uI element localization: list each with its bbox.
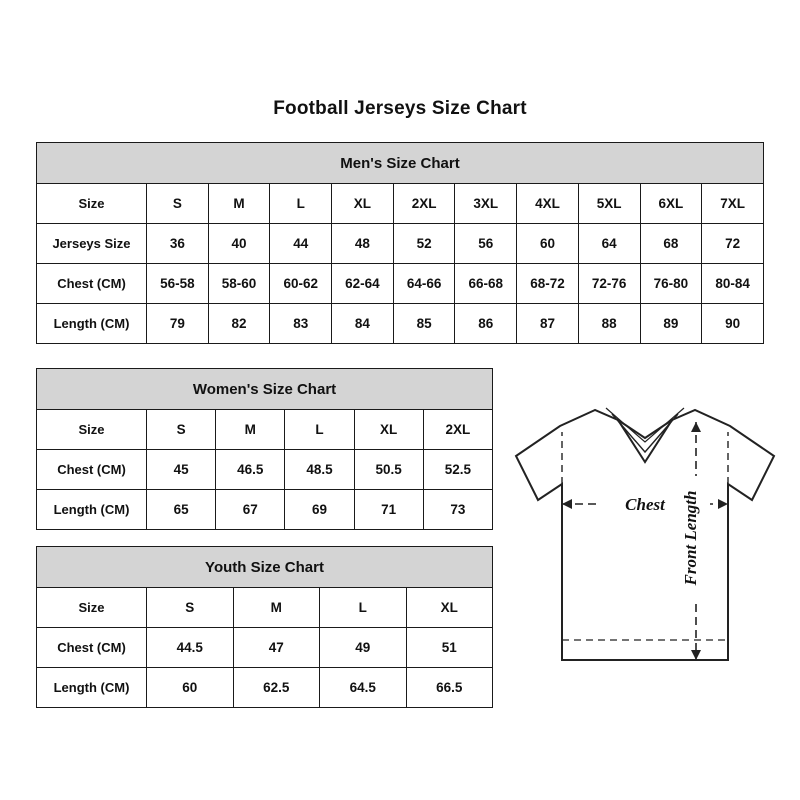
row-label: Chest (CM)	[37, 450, 147, 490]
table-cell: 86	[455, 304, 517, 344]
table-row	[37, 304, 764, 344]
chest-label: Chest	[625, 495, 665, 514]
table-cell: 44	[270, 224, 332, 264]
table-cell: 83	[270, 304, 332, 344]
table-row	[37, 224, 764, 264]
table-cell: 87	[517, 304, 579, 344]
table-row	[37, 264, 764, 304]
table-cell: 52.5	[423, 450, 492, 490]
table-cell: 51	[406, 628, 493, 668]
table-cell: 44.5	[147, 628, 234, 668]
youth-size-chart	[36, 546, 493, 708]
column-header: XL	[332, 184, 394, 224]
table-cell: 73	[423, 490, 492, 530]
column-header: M	[233, 588, 320, 628]
womens-size-chart	[36, 368, 493, 530]
table-row	[37, 450, 493, 490]
youth-table-caption: Youth Size Chart	[37, 547, 493, 588]
table-cell: 62.5	[233, 668, 320, 708]
table-cell: 48.5	[285, 450, 354, 490]
length-arrow-top	[691, 422, 701, 432]
chest-arrow-left	[562, 499, 572, 509]
table-caption-row	[37, 143, 764, 184]
table-cell: 56-58	[147, 264, 209, 304]
table-cell: 68	[640, 224, 702, 264]
column-header: 2XL	[423, 410, 492, 450]
column-header: S	[147, 184, 209, 224]
table-cell: 52	[393, 224, 455, 264]
table-cell: 84	[332, 304, 394, 344]
table-cell: 40	[208, 224, 270, 264]
table-cell: 66-68	[455, 264, 517, 304]
page-title: Football Jerseys Size Chart	[273, 98, 527, 119]
table-cell: 85	[393, 304, 455, 344]
table-row	[37, 668, 493, 708]
table-cell: 68-72	[517, 264, 579, 304]
column-header: Size	[37, 184, 147, 224]
table-cell: 80-84	[702, 264, 764, 304]
table-header-row	[37, 588, 493, 628]
column-header: S	[147, 588, 234, 628]
table-cell: 69	[285, 490, 354, 530]
table-cell: 76-80	[640, 264, 702, 304]
column-header: XL	[354, 410, 423, 450]
table-cell: 64.5	[320, 668, 407, 708]
table-cell: 58-60	[208, 264, 270, 304]
column-header: 6XL	[640, 184, 702, 224]
column-header: L	[270, 184, 332, 224]
jersey-measurement-diagram	[500, 392, 790, 682]
column-header: 3XL	[455, 184, 517, 224]
column-header: 4XL	[517, 184, 579, 224]
collar-inner-icon	[612, 414, 678, 452]
table-cell: 67	[216, 490, 285, 530]
table-row	[37, 490, 493, 530]
table-cell: 60-62	[270, 264, 332, 304]
mens-table-caption: Men's Size Chart	[37, 143, 764, 184]
table-cell: 88	[578, 304, 640, 344]
row-label: Chest (CM)	[37, 628, 147, 668]
table-cell: 66.5	[406, 668, 493, 708]
table-cell: 90	[702, 304, 764, 344]
column-header: 2XL	[393, 184, 455, 224]
table-cell: 47	[233, 628, 320, 668]
jersey-outline-icon	[516, 410, 774, 660]
row-label: Length (CM)	[37, 304, 147, 344]
table-cell: 50.5	[354, 450, 423, 490]
table-cell: 72-76	[578, 264, 640, 304]
table-caption-row	[37, 547, 493, 588]
table-cell: 49	[320, 628, 407, 668]
table-cell: 71	[354, 490, 423, 530]
table-cell: 79	[147, 304, 209, 344]
table-row	[37, 628, 493, 668]
youth-size-table	[36, 546, 493, 708]
length-arrow-bottom	[691, 650, 701, 660]
table-cell: 82	[208, 304, 270, 344]
table-cell: 72	[702, 224, 764, 264]
table-cell: 46.5	[216, 450, 285, 490]
row-label: Jerseys Size	[37, 224, 147, 264]
table-cell: 45	[147, 450, 216, 490]
mens-size-table	[36, 142, 764, 344]
table-cell: 62-64	[332, 264, 394, 304]
chest-arrow-right	[718, 499, 728, 509]
table-header-row	[37, 184, 764, 224]
row-label: Chest (CM)	[37, 264, 147, 304]
row-label: Length (CM)	[37, 668, 147, 708]
column-header: XL	[406, 588, 493, 628]
table-cell: 65	[147, 490, 216, 530]
table-cell: 64-66	[393, 264, 455, 304]
table-cell: 89	[640, 304, 702, 344]
table-cell: 64	[578, 224, 640, 264]
column-header: Size	[37, 588, 147, 628]
column-header: M	[216, 410, 285, 450]
column-header: L	[320, 588, 407, 628]
column-header: L	[285, 410, 354, 450]
womens-size-table	[36, 368, 493, 530]
table-caption-row	[37, 369, 493, 410]
column-header: 5XL	[578, 184, 640, 224]
table-cell: 60	[517, 224, 579, 264]
column-header: S	[147, 410, 216, 450]
table-cell: 60	[147, 668, 234, 708]
column-header: M	[208, 184, 270, 224]
table-cell: 56	[455, 224, 517, 264]
row-label: Length (CM)	[37, 490, 147, 530]
table-header-row	[37, 410, 493, 450]
column-header: 7XL	[702, 184, 764, 224]
table-cell: 48	[332, 224, 394, 264]
table-cell: 36	[147, 224, 209, 264]
mens-size-chart	[36, 142, 764, 344]
column-header: Size	[37, 410, 147, 450]
womens-table-caption: Women's Size Chart	[37, 369, 493, 410]
front-length-label: Front Length	[681, 490, 700, 586]
